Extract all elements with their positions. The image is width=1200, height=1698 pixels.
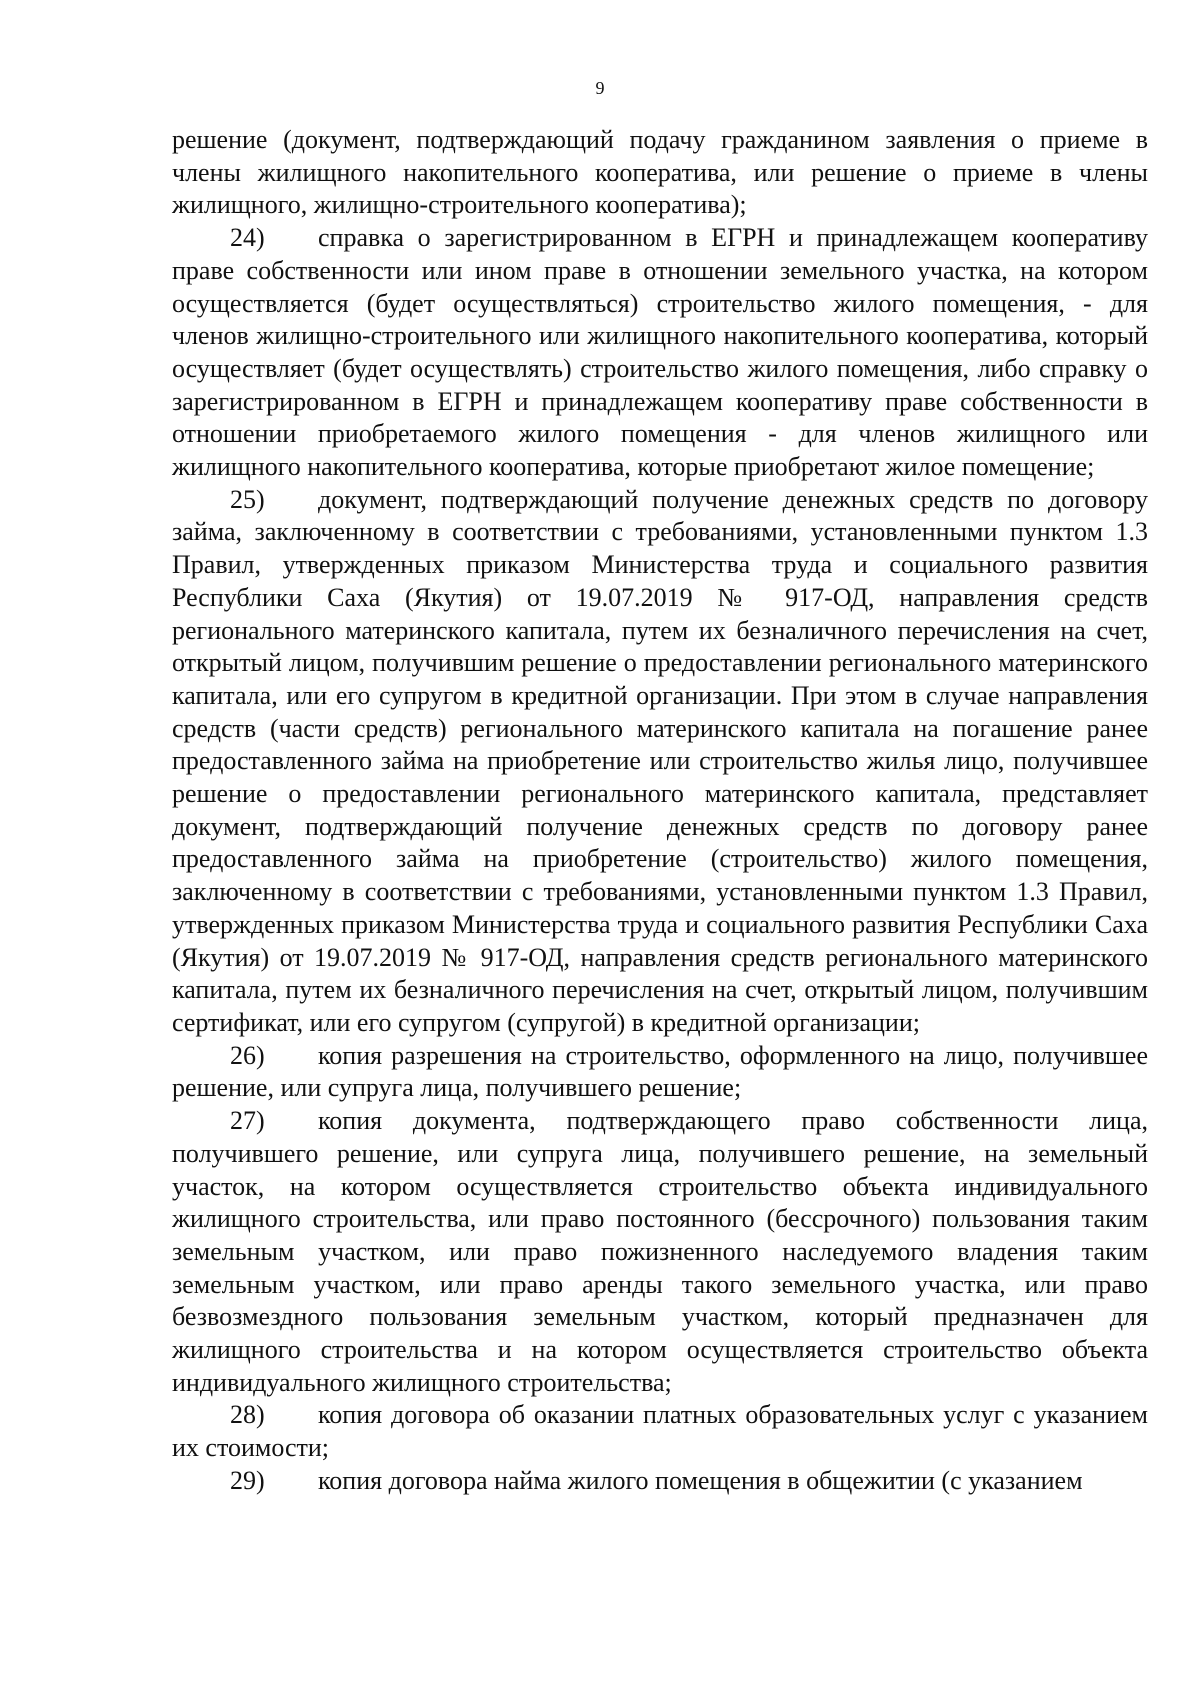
item-number: 28): [230, 1400, 265, 1430]
item-text: копия документа, подтверждающего право собственности лица, получившего решение, или супруга лица, получившего решение, на земельный участок, на котором осуществляется строительство объекта индивидуального жилищного строительства, или право постоянного (бессрочного) пользования таким земельным участком, или право пожизненного наследуемого владения таким земельным участком, или право аренды такого земельного участка, или право безвозмездного пользования земельным участком, который предназначен для жилищного строительства и на котором осуществляется строительство объекта индивидуального жилищного строительства;: [172, 1106, 1148, 1397]
item-number: 24): [230, 223, 265, 253]
item-number: 27): [230, 1106, 265, 1136]
item-text: копия договора найма жилого помещения в общежитии (с указанием: [318, 1465, 1083, 1495]
item-number: 29): [230, 1465, 265, 1495]
page-number: 9: [595, 78, 605, 98]
list-item-26: [172, 1040, 1148, 1105]
item-text: документ, подтверждающий получение денежных средств по договору займа, заключенному в соответствии с требованиями, установленными пунктом 1.3 Правил, утвержденных приказом Министерства труда и социального развития Республики Саха (Якутия) от 19.07.2019 № 917-ОД, направления средств регионального материнского капитала, путем их безналичного перечисления на счет, открытый лицом, получившим решение о предоставлении регионального материнского капитала, или его супругом в кредитной организации. При этом в случае направления средств (части средств) регионального материнского капитала на погашение ранее предоставленного займа на приобретение или строительство жилья лицо, получившее решение о предоставлении регионального материнского капитала, представляет документ, подтверждающий получение денежных средств по договору ранее предоставленного займа на приобретение (строительство) жилого помещения, заключенному в соответствии с требованиями, установленными пунктом 1.3 Правил, утвержденных приказом Министерства труда и социального развития Республики Саха (Якутия) от 19.07.2019 № 917-ОД, направления средств регионального материнского капитала, путем их безналичного перечисления на счет, открытый лицом, получившим сертификат, или его супругом (супругой) в кредитной организации;: [172, 484, 1148, 1037]
document-body: [172, 124, 1148, 1498]
list-item-24: [172, 222, 1148, 484]
item-number: 26): [230, 1040, 265, 1070]
list-item-25: [172, 484, 1148, 1040]
item-text: справка о зарегистрированном в ЕГРН и принадлежащем кооперативу праве собственности или ином праве в отношении земельного участка, на котором осуществляется (будет осуществляться) строительство жилого помещения, - для членов жилищно-строительного или жилищного накопительного кооператива, который осуществляет (будет осуществлять) строительство жилого помещения, либо справку о зарегистрированном в ЕГРН и принадлежащем кооперативу праве собственности в отношении приобретаемого жилого помещения - для членов жилищного или жилищного накопительного кооператива, которые приобретают жилое помещение;: [172, 223, 1148, 482]
item-text: копия договора об оказании платных образовательных услуг с указанием их стоимости;: [172, 1400, 1148, 1463]
list-item-28: [172, 1399, 1148, 1464]
list-item-29: [172, 1465, 1148, 1498]
continuation-paragraph: решение (документ, подтверждающий подачу гражданином заявления о приеме в члены жилищного накопительного кооператива, или решение о приеме в члены жилищного, жилищно-строительного кооператива);: [172, 125, 1148, 220]
item-text: копия разрешения на строительство, оформленного на лицо, получившее решение, или супруга лица, получившего решение;: [172, 1040, 1148, 1103]
item-number: 25): [230, 484, 265, 514]
list-item-27: [172, 1105, 1148, 1399]
